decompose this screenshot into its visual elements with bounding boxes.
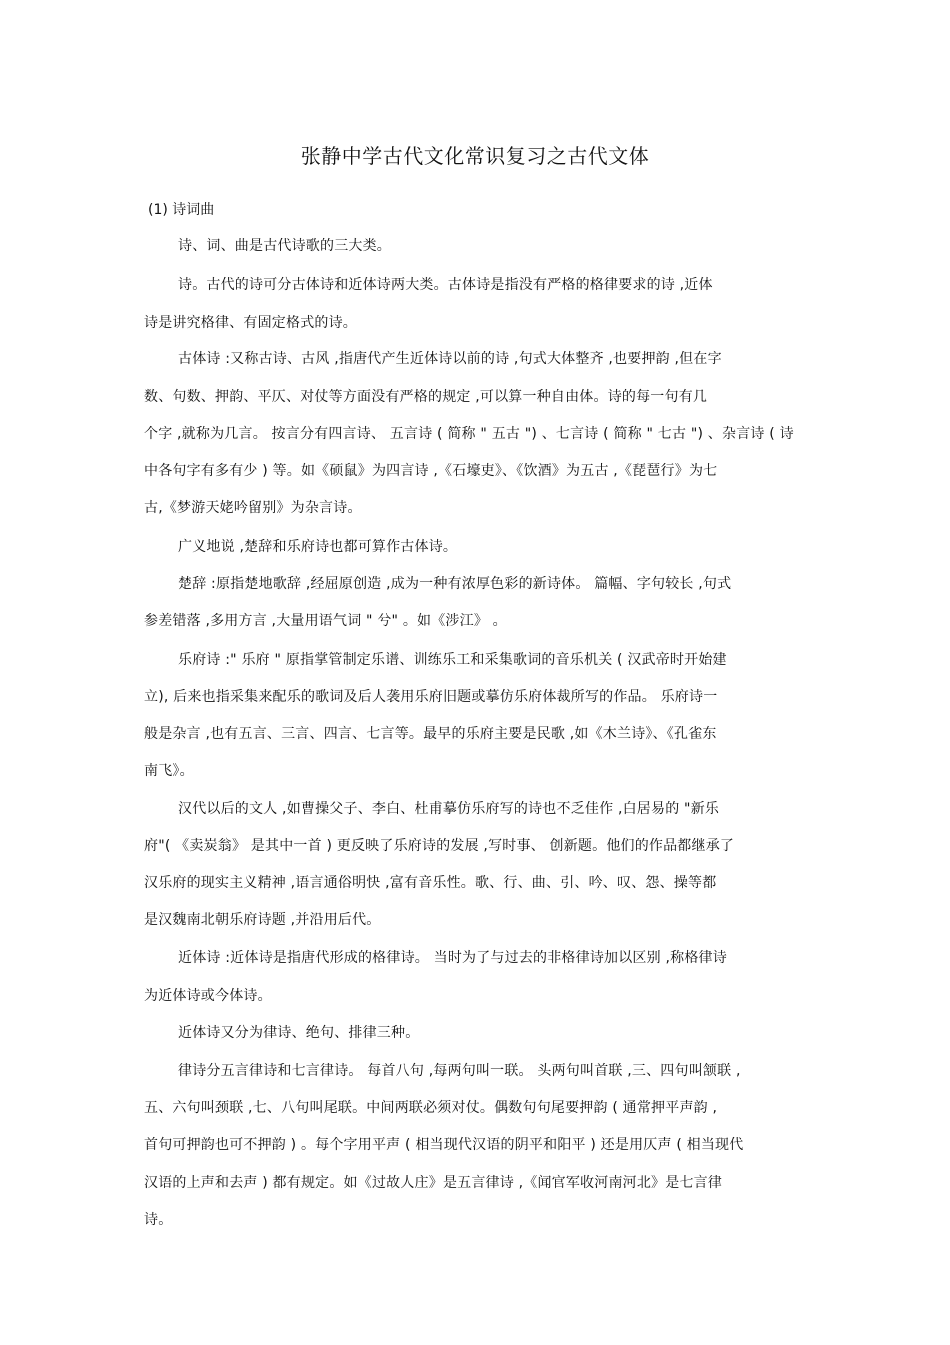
- paragraph-line: 汉语的上声和去声 ) 都有规定。如《过故人庄》是五言律诗 ,《闻官军收河南河北》是七言律: [144, 1175, 723, 1191]
- paragraph-line: 律诗分五言律诗和七言律诗。 每首八句 ,每两句叫一联。 头两句叫首联 ,三、四句叫颔联 ,: [178, 1063, 741, 1079]
- paragraph-line: 首句可押韵也可不押韵 ) 。每个字用平声 ( 相当现代汉语的阴平和阳平 ) 还是用仄声 ( 相当现代: [144, 1137, 744, 1153]
- paragraph-line: 诗。: [144, 1212, 173, 1228]
- paragraph-line: 乐府诗 :" 乐府 " 原指掌管制定乐谱、训练乐工和采集歌词的音乐机关 ( 汉武帝时开始建: [178, 652, 727, 668]
- paragraph-line: 立), 后来也指采集来配乐的歌词及后人袭用乐府旧题或摹仿乐府体裁所写的作品。 乐府诗一: [144, 689, 718, 705]
- paragraph-line: 数、句数、押韵、平仄、对仗等方面没有严格的规定 ,可以算一种自由体。诗的每一句有几: [144, 389, 708, 405]
- paragraph-line: 诗、词、曲是古代诗歌的三大类。: [178, 238, 391, 254]
- paragraph-line: 中各句字有多有少 ) 等。如《硕鼠》为四言诗 ,《石壕吏》、《饮酒》为五古 ,《琵琶行》为七: [144, 463, 718, 479]
- paragraph-line: 参差错落 ,多用方言 ,大量用语气词 " 兮" 。如《涉江》 。: [144, 613, 507, 629]
- paragraph-line: 古体诗 :又称古诗、古风 ,指唐代产生近体诗以前的诗 ,句式大体整齐 ,也要押韵 ,但在字: [178, 351, 722, 367]
- paragraph-line: 府"( 《卖炭翁》 是其中一首 ) 更反映了乐府诗的发展 ,写时事、 创新题。他们的作品都继承了: [144, 838, 735, 854]
- paragraph-line: 南飞》。: [144, 763, 194, 779]
- paragraph-line: 诗是讲究格律、有固定格式的诗。: [144, 315, 357, 331]
- paragraph-line: 近体诗又分为律诗、绝句、排律三种。: [178, 1025, 420, 1041]
- paragraph-line: 汉乐府的现实主义精神 ,语言通俗明快 ,富有音乐性。歌、行、曲、引、吟、叹、怨、操等都: [144, 875, 717, 891]
- paragraph-line: 个字 ,就称为几言。 按言分有四言诗、 五言诗 ( 简称 " 五古 ") 、七言诗 ( 简称 " 七古 ") 、杂言诗 ( 诗: [144, 426, 794, 442]
- paragraph-line: 古,《梦游天姥吟留别》为杂言诗。: [144, 500, 362, 516]
- paragraph-line: 诗。古代的诗可分古体诗和近体诗两大类。古体诗是指没有严格的格律要求的诗 ,近体: [178, 277, 713, 293]
- document-title: 张静中学古代文化常识复习之古代文体: [300, 144, 650, 168]
- paragraph-line: 楚辞 :原指楚地歌辞 ,经屈原创造 ,成为一种有浓厚色彩的新诗体。 篇幅、字句较长 ,句式: [178, 576, 732, 592]
- paragraph-line: 广义地说 ,楚辞和乐府诗也都可算作古体诗。: [178, 539, 458, 555]
- paragraph-line: 五、六句叫颈联 ,七、八句叫尾联。中间两联必须对仗。偶数句句尾要押韵 ( 通常押平声韵 ,: [144, 1100, 718, 1116]
- paragraph-line: 是汉魏南北朝乐府诗题 ,并沿用后代。: [144, 912, 381, 928]
- section-heading: (1) 诗词曲: [148, 202, 215, 218]
- paragraph-line: 为近体诗或今体诗。: [144, 988, 272, 1004]
- paragraph-line: 汉代以后的文人 ,如曹操父子、李白、杜甫摹仿乐府写的诗也不乏佳作 ,白居易的 "新乐: [178, 801, 720, 817]
- paragraph-line: 般是杂言 ,也有五言、三言、四言、七言等。最早的乐府主要是民歌 ,如《木兰诗》、《孔雀东: [144, 726, 717, 742]
- paragraph-line: 近体诗 :近体诗是指唐代形成的格律诗。 当时为了与过去的非格律诗加以区别 ,称格律诗: [178, 950, 727, 966]
